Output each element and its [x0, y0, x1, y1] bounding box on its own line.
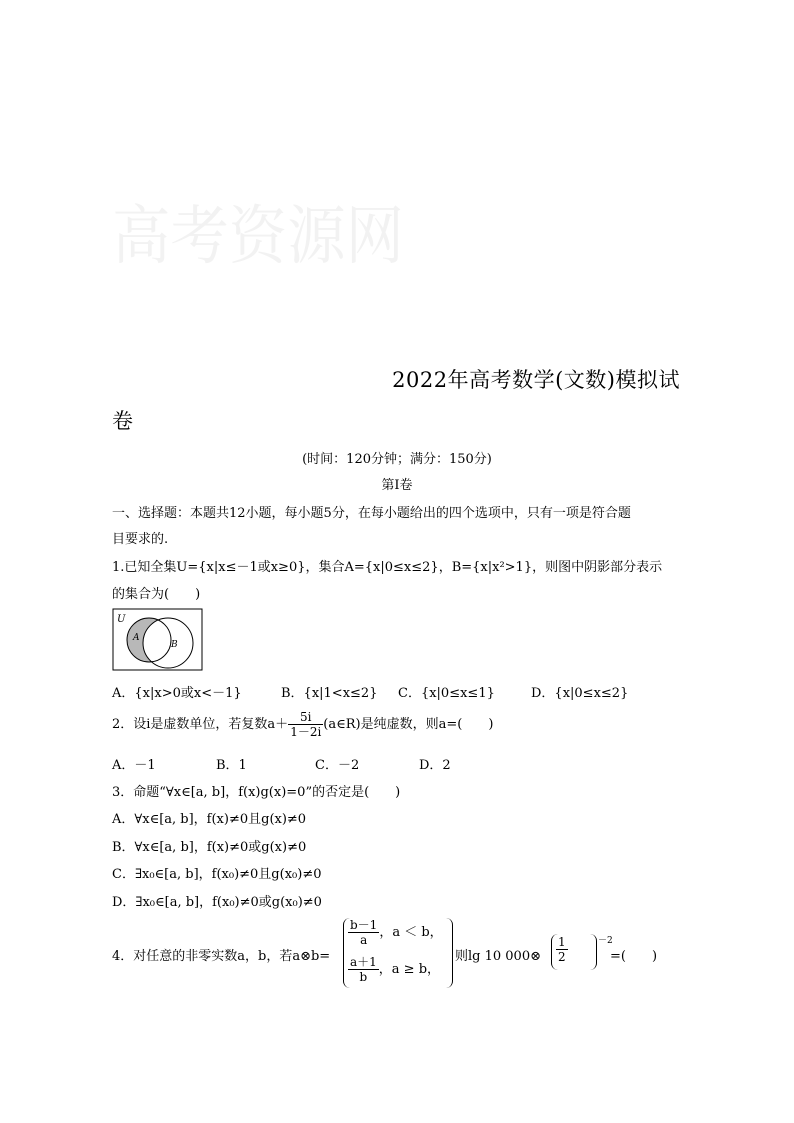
- question-4-half: [556, 935, 568, 964]
- venn-diagram: [112, 608, 204, 672]
- watermark-text: 高考资源网: [112, 200, 404, 274]
- question-4-case-1: [348, 918, 443, 947]
- question-2-frac-den: 1－2i: [290, 725, 322, 739]
- question-4-case-1-den: a: [360, 933, 368, 947]
- question-4-right-paren: [590, 934, 597, 970]
- question-3-option-a: A．∀x∈[a, b]，f(x)≠0且g(x)≠0: [112, 812, 307, 827]
- question-2-stem: [112, 710, 493, 739]
- question-4-case-2-num: a＋1: [350, 955, 377, 969]
- question-1-option-d: D．{x|0≤x≤2}: [531, 686, 629, 701]
- question-2-option-c: C．－2: [315, 758, 360, 773]
- question-1-stem: 1.已知全集U={x|x≤－1或x≥0}，集合A={x|0≤x≤2}，B={x|x²>1}，则图中阴影部分表示: [112, 560, 663, 575]
- question-4-case-2-frac: [348, 955, 379, 984]
- question-4-case-2: [348, 955, 440, 984]
- question-4-case-1-cond: ，a ＜ b，: [379, 925, 443, 940]
- page-title-continuation: 卷: [112, 409, 133, 433]
- question-4-exponent: －2: [598, 936, 613, 946]
- question-4-mid: 则lg 10 000⊗: [455, 949, 541, 964]
- question-4-case-1-frac: [348, 918, 379, 947]
- question-4-prefix: 4．对任意的非零实数a，b，若a⊗b=: [112, 949, 331, 964]
- question-1-option-a: A．{x|x>0或x<－1}: [112, 686, 242, 701]
- question-2-prefix: 2．设i是虚数单位，若复数a＋: [112, 717, 289, 732]
- question-1-option-c: C．{x|0≤x≤1}: [398, 686, 495, 701]
- venn-universe-label: U: [117, 614, 126, 625]
- question-2-option-b: B．1: [216, 758, 247, 773]
- question-3-option-b: B．∀x∈[a, b]，f(x)≠0或g(x)≠0: [112, 840, 307, 855]
- section-heading-cont: 目要求的.: [112, 532, 169, 547]
- venn-set-a-label: A: [133, 633, 140, 643]
- question-3-option-c: C．∃x₀∈[a, b]，f(x₀)≠0且g(x₀)≠0: [112, 867, 322, 882]
- question-3-stem: 3．命题“∀x∈[a, b]，f(x)g(x)=0”的否定是( ): [112, 785, 401, 800]
- question-2-fraction: [288, 710, 323, 739]
- question-4-half-frac: [556, 935, 568, 964]
- question-2-option-a: A．－1: [112, 758, 156, 773]
- exam-time-info: (时间：120分钟；满分：150分): [302, 452, 492, 467]
- question-4-case-2-cond: ，a ≥ b，: [378, 962, 441, 977]
- question-4-case-1-num: b－1: [350, 918, 378, 932]
- question-2-option-d: D．2: [419, 758, 451, 773]
- question-1-option-b: B．{x|1<x≤2}: [281, 686, 378, 701]
- question-3-option-d: D．∃x₀∈[a, b]，f(x₀)≠0或g(x₀)≠0: [112, 895, 322, 910]
- volume-heading: 第Ⅰ卷: [381, 478, 413, 493]
- question-4-right-brace: [446, 918, 453, 988]
- question-4-case-2-den: b: [359, 970, 368, 984]
- question-2-suffix: (a∈R)是纯虚数，则a=( ): [323, 717, 494, 732]
- question-4-half-num: 1: [558, 935, 566, 949]
- question-4-suffix: =( ): [610, 949, 658, 964]
- question-2-frac-num: 5i: [288, 710, 323, 725]
- section-heading: 一、选择题：本题共12小题，每小题5分，在每小题给出的四个选项中，只有一项是符合题: [112, 506, 631, 521]
- question-4-half-den: 2: [558, 950, 566, 964]
- watermark-logo: [112, 118, 412, 288]
- page-title: 2022年高考数学(文数)模拟试: [392, 368, 680, 392]
- question-1-stem-cont: 的集合为( ): [112, 587, 201, 602]
- venn-set-b-label: B: [171, 640, 178, 650]
